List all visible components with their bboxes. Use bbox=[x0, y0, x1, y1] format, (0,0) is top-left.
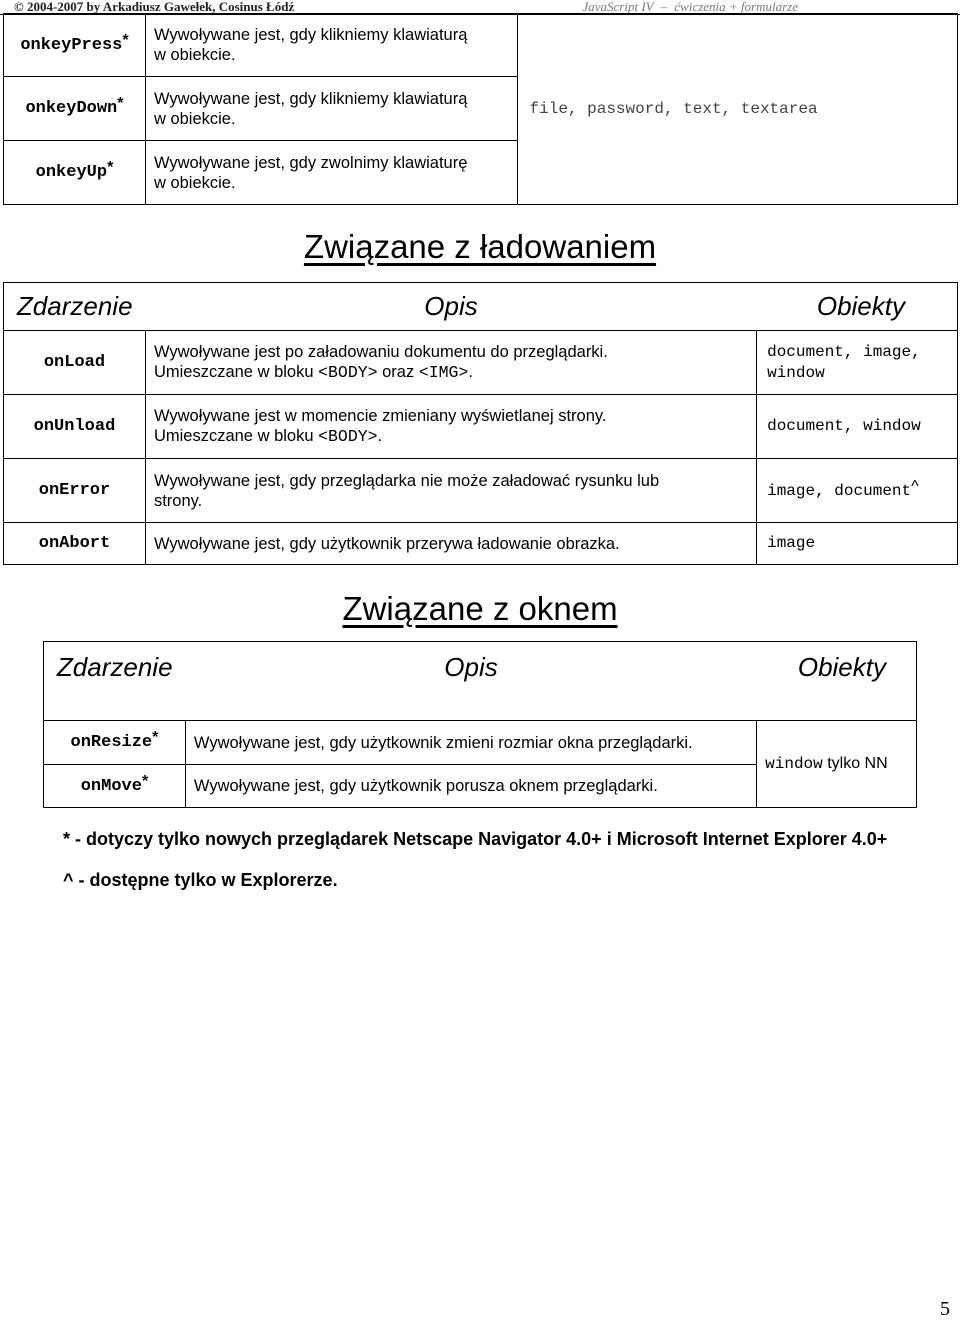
event-objects-cell: image bbox=[757, 523, 958, 565]
event-name-cell: onMove* bbox=[44, 765, 186, 808]
column-header-objects: Obiekty bbox=[757, 642, 917, 721]
column-header-event: Zdarzenie bbox=[4, 283, 146, 331]
event-name-cell: onResize* bbox=[44, 721, 186, 765]
event-description-cell: Wywoływane jest, gdy użytkownik zmieni rozmiar okna przeglądarki. bbox=[185, 721, 756, 765]
event-name-cell: onkeyPress* bbox=[4, 14, 146, 77]
table-row bbox=[4, 523, 958, 565]
event-objects-cell: window tylko NN bbox=[757, 721, 917, 808]
event-name-cell: onUnload bbox=[4, 395, 146, 459]
header-course: JavaScript IV bbox=[582, 0, 654, 14]
event-name-cell: onError bbox=[4, 459, 146, 523]
table-row bbox=[4, 331, 958, 395]
table-row bbox=[4, 395, 958, 459]
window-events-table-header bbox=[43, 641, 917, 721]
event-objects-cell: document, image, window bbox=[757, 331, 958, 395]
window-events-table bbox=[43, 720, 917, 808]
event-description-cell: Wywoływane jest, gdy użytkownik porusza oknem przeglądarki. bbox=[185, 765, 756, 808]
event-objects-cell: file, password, text, textarea bbox=[517, 14, 957, 205]
column-header-event: Zdarzenie bbox=[44, 642, 186, 721]
column-header-description: Opis bbox=[185, 642, 756, 721]
event-description-cell: Wywoływane jest, gdy przeglądarka nie może załadować rysunku lub strony. bbox=[145, 459, 756, 523]
event-description-cell: Wywoływane jest po załadowaniu dokumentu do przeglądarki. Umieszczane w bloku <BODY> oraz <IMG>. bbox=[145, 331, 756, 395]
event-objects-cell: document, window bbox=[757, 395, 958, 459]
event-name-cell: onkeyDown* bbox=[4, 77, 146, 141]
table-row bbox=[4, 459, 958, 523]
footnote-asterisk: * - dotyczy tylko nowych przeglądarek Netscape Navigator 4.0+ i Microsoft Internet Explorer 4.0+ bbox=[63, 829, 888, 849]
table-header-row bbox=[44, 642, 917, 721]
column-header-objects: Obiekty bbox=[757, 283, 958, 331]
loading-events-table bbox=[3, 282, 958, 565]
event-name-cell: onLoad bbox=[4, 331, 146, 395]
event-description-cell: Wywoływane jest w momencie zmieniany wyświetlanej strony. Umieszczane w bloku <BODY>. bbox=[145, 395, 756, 459]
event-description-cell: Wywoływane jest, gdy zwolnimy klawiaturę w obiekcie. bbox=[145, 141, 517, 205]
keyboard-events-table bbox=[3, 13, 958, 205]
event-description-cell: Wywoływane jest, gdy klikniemy klawiaturą w obiekcie. bbox=[145, 14, 517, 77]
header-separator: – bbox=[660, 0, 668, 14]
event-objects-cell: image, document^ bbox=[757, 459, 958, 523]
event-name-cell: onAbort bbox=[4, 523, 146, 565]
section-title-loading: Związane z ładowaniem bbox=[303, 228, 657, 265]
page-number: 5 bbox=[940, 1298, 950, 1320]
event-description-cell: Wywoływane jest, gdy klikniemy klawiaturą w obiekcie. bbox=[145, 77, 517, 141]
table-row bbox=[4, 14, 958, 77]
table-row bbox=[44, 721, 917, 765]
event-description-cell: Wywoływane jest, gdy użytkownik przerywa ładowanie obrazka. bbox=[145, 523, 756, 565]
section-title-window: Związane z oknem bbox=[342, 590, 618, 627]
event-name-cell: onkeyUp* bbox=[4, 141, 146, 205]
copyright-text: © 2004-2007 by Arkadiusz Gawełek, Cosinus Łódź bbox=[14, 0, 295, 14]
footnote-caret: ^ - dostępne tylko w Explorerze. bbox=[63, 870, 338, 890]
header-topic: ćwiczenia + formularze bbox=[674, 0, 798, 14]
column-header-description: Opis bbox=[145, 283, 756, 331]
table-header-row bbox=[4, 283, 958, 331]
